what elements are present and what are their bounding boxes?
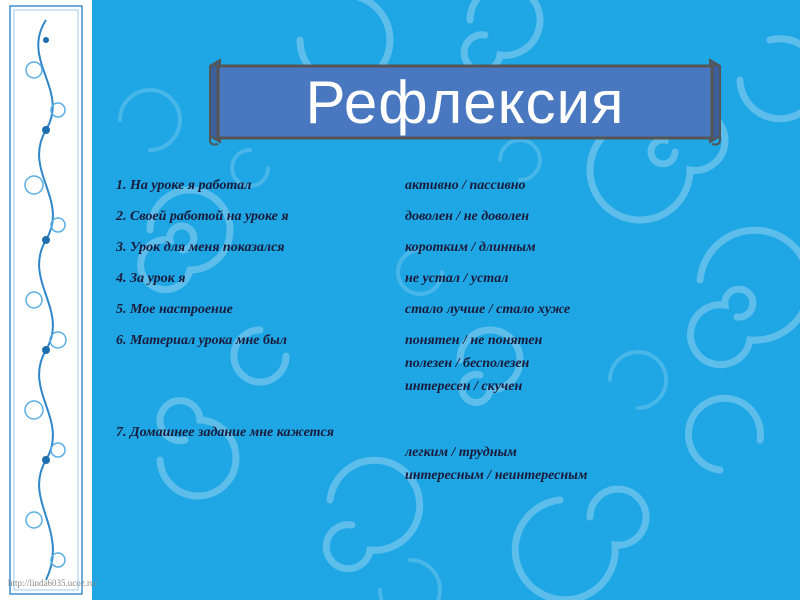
answer-options: интересным / неинтересным (405, 468, 588, 483)
question-text: 5. Мое настроение (116, 302, 233, 317)
answer-options: коротким / длинным (405, 240, 536, 255)
list-item (0, 302, 800, 324)
list-item (0, 209, 800, 231)
question-text: 1. На уроке я работал (116, 178, 252, 193)
left-ornamental-border (0, 0, 92, 600)
list-item (0, 379, 800, 401)
question-text: 3. Урок для меня показался (116, 240, 285, 255)
list-item (0, 356, 800, 378)
answer-options: полезен / бесполезен (405, 356, 530, 371)
ornament-icon (0, 0, 92, 600)
list-item (0, 271, 800, 293)
footer-url: http://linda6035.ucoz.ru/ (8, 578, 97, 588)
list-item (0, 425, 800, 447)
page-title: Рефлексия (305, 68, 625, 136)
answer-options: понятен / не понятен (405, 333, 543, 348)
answer-options: доволен / не доволен (405, 209, 530, 224)
list-item (0, 240, 800, 262)
answer-options: легким / трудным (405, 445, 517, 460)
question-text: 4. За урок я (116, 271, 186, 286)
question-text: 7. Домашнее задание мне кажется (116, 425, 334, 440)
answer-options: не устал / устал (405, 271, 509, 286)
list-item (0, 445, 800, 467)
list-item (0, 178, 800, 200)
list-item (0, 333, 800, 355)
answer-options: активно / пассивно (405, 178, 526, 193)
list-item (0, 468, 800, 490)
question-text: 2. Своей работой на уроке я (116, 209, 289, 224)
answer-options: интересен / скучен (405, 379, 523, 394)
question-text: 6. Материал урока мне был (116, 333, 287, 348)
answer-options: стало лучше / стало хуже (405, 302, 571, 317)
